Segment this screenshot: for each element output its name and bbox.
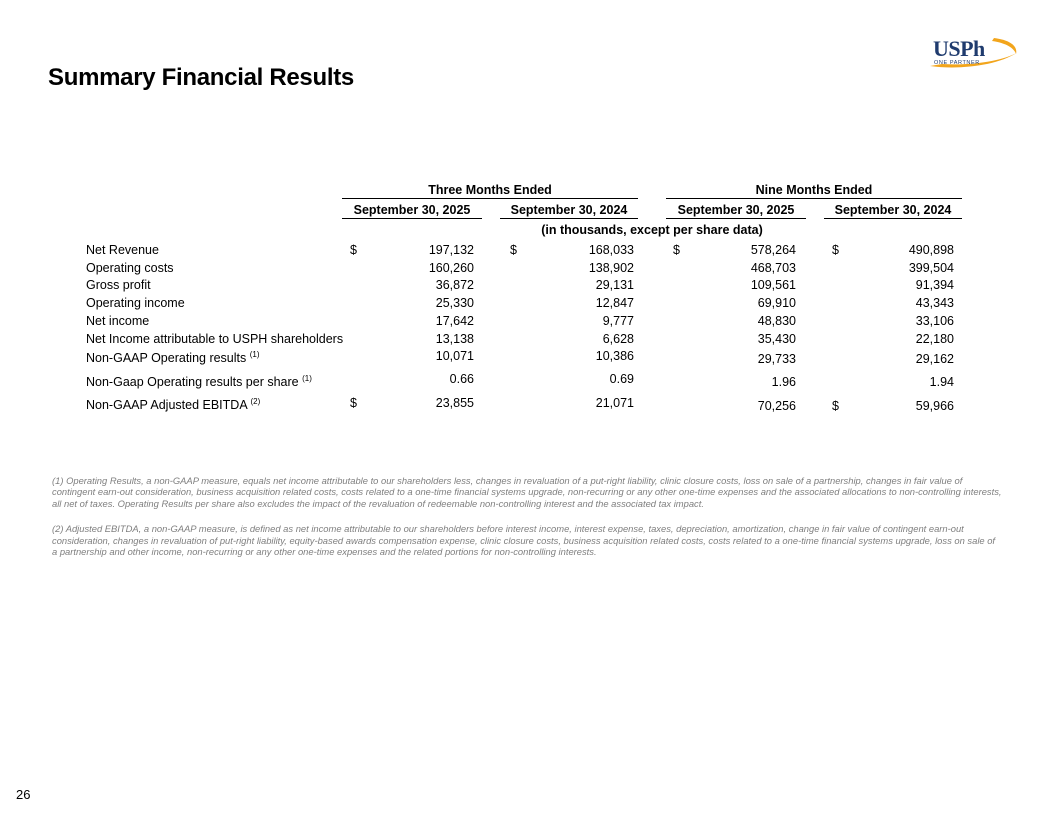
cell-value: 399,504: [908, 261, 954, 275]
cell-value: 160,260: [428, 261, 474, 275]
cell-value: 197,132: [428, 243, 474, 257]
group-rule-three-months: [342, 198, 638, 199]
column-header-q3-2024: September 30, 2024: [510, 203, 628, 217]
cell-value: 29,162: [915, 352, 954, 366]
group-header-three-months: Three Months Ended: [428, 183, 552, 197]
cell-value: 9,777: [602, 314, 634, 328]
cell-value: 168,033: [588, 243, 634, 257]
dollar-sign: $: [350, 243, 357, 257]
cell-value: 13,138: [435, 332, 474, 346]
dollar-sign: $: [350, 396, 357, 410]
footnotes: [52, 475, 1002, 571]
column-header-9m-2025: September 30, 2025: [677, 203, 795, 217]
cell-value: 138,902: [588, 261, 634, 275]
footnote-ref: (1): [302, 374, 312, 383]
row-label: Non-GAAP Operating results $^{(1)}$: [86, 350, 260, 365]
group-header-nine-months: Nine Months Ended: [755, 183, 873, 197]
cell-value: 12,847: [595, 296, 634, 310]
column-rule: [666, 218, 806, 219]
cell-value: 43,343: [915, 296, 954, 310]
units-note: (in thousands, except per share data): [541, 223, 763, 237]
column-rule: [824, 218, 962, 219]
cell-value: 468,703: [750, 261, 796, 275]
cell-value: 578,264: [750, 243, 796, 257]
cell-value: 29,131: [595, 278, 634, 292]
footnote-ref: (2): [250, 397, 261, 406]
cell-value: 70,256: [757, 399, 796, 413]
row-label: Net Income attributable to USPH shareholders: [86, 332, 344, 346]
cell-value: 25,330: [435, 296, 474, 310]
logo-wordmark: USPh: [933, 36, 985, 61]
footnote-2: (2) Adjusted EBITDA, a non-GAAP measure, is defined as net income attributable to our shareholders before interest income, interest expense, taxes, depreciation, amortization, change in fair value of contingent earn-out consideration, changes in revaluation of put-right liability, equity-based awards compensation expense, clinic closure costs, business acquisition related costs, costs related to a one-time financial systems upgrade, loss on sale of a partnership and other income, non-recurring or any other one-time expenses and the related portions for non-controlling interests.: [52, 523, 996, 558]
row-label: Non-GAAP Adjusted EBITDA $^{(2)}$: [86, 397, 261, 412]
cell-value: 1.94: [929, 375, 954, 389]
dollar-sign: $: [673, 243, 680, 257]
cell-value: 10,071: [435, 349, 474, 363]
column-header-q3-2025: September 30, 2025: [353, 203, 471, 217]
row-label: Net income: [86, 314, 150, 328]
dollar-sign: $: [510, 243, 517, 257]
footnote-1: (1) Operating Results, a non-GAAP measure, equals net income attributable to our shareholders less, changes in revaluation of a put-right liability, clinic closure costs, loss on sale of a partnership, changes in fair value of contingent earn-out consideration, business acquisition related costs, costs related to a one-time financial systems upgrade, non-recurring or any other one-time expenses and the associated allocations to non-controlling interests, all net of taxes. Operating Results per share also excludes the impact of the revaluation of redeemable non-controlling interest and the associated tax impact.: [52, 475, 1002, 509]
cell-value: 22,180: [915, 332, 954, 346]
footnote-ref: (1): [249, 350, 260, 359]
cell-value: 0.66: [449, 372, 474, 386]
cell-value: 29,733: [757, 352, 796, 366]
row-label: Operating income: [86, 296, 185, 310]
column-header-9m-2024: September 30, 2024: [834, 203, 952, 217]
row-label: Gross profit: [86, 278, 151, 292]
page-number: 26: [16, 787, 31, 802]
dollar-sign: $: [832, 243, 839, 257]
cell-value: 6,628: [602, 332, 634, 346]
cell-value: 23,855: [435, 396, 474, 410]
column-rule: [342, 218, 482, 219]
cell-value: 1.96: [771, 375, 796, 389]
cell-value: 10,386: [595, 349, 634, 363]
cell-value: 490,898: [908, 243, 954, 257]
row-label: Non-Gaap Operating results per share $^{(1)}$: [86, 374, 312, 389]
cell-value: 48,830: [757, 314, 796, 328]
cell-value: 33,106: [915, 314, 954, 328]
cell-value: 21,071: [595, 396, 634, 410]
group-rule-nine-months: [666, 198, 962, 199]
cell-value: 35,430: [757, 332, 796, 346]
cell-value: 17,642: [435, 314, 474, 328]
cell-value: 59,966: [915, 399, 954, 413]
page-title: Summary Financial Results: [48, 64, 354, 91]
row-label: Net Revenue: [86, 243, 159, 257]
dollar-sign: $: [832, 399, 839, 413]
logo-tagline: ONE PARTNER: [934, 60, 980, 66]
cell-value: 0.69: [609, 372, 634, 386]
row-label: Operating costs: [86, 261, 174, 275]
cell-value: 36,872: [435, 278, 474, 292]
cell-value: 91,394: [915, 278, 954, 292]
cell-value: 109,561: [750, 278, 796, 292]
cell-value: 69,910: [757, 296, 796, 310]
column-rule: [500, 218, 638, 219]
